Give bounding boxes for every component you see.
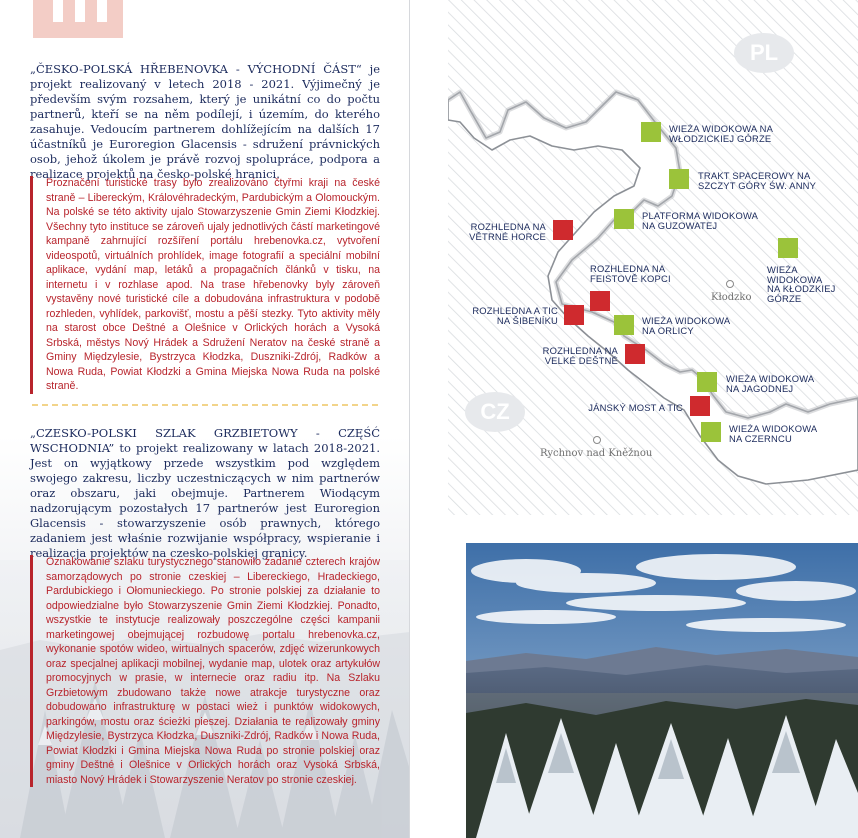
czech-details-text: Proznačení turistické trasy bylo zrealizováno čtyřmi kraji na české straně – Libereckým, Královéhradeckým, Pardubickým a Olomouckým. Na polské se této aktivity ujalo Stowarzyszenie Gmin Ziemi Kłodzkiej. Všechny tyto instituce se zároveň ujaly jednotlivých částí marketingové kampaně zahrnující rozšíření portálu hrebenovka.cz, vytvoření videospotů, virtuálních prohlídek, image fotografií a speciální mobilní aplikace, vydání map, letáků a propagačních článků v tisku, na internetu i v rozhlase apod. Na trase hřebenovky byly zároveň vystavěny nové turistické cíle a dobudována infrastruktura v podobě rozhleden, vyhlídek, parkovišť, mostu a pěší stezky. Tyto aktivity měly na starost obce Deštné a Olešnice v Orlických horách a Vysoká Srbská, městys Nový Hrádek a Sdružení Neratov na české straně a Gminy Międzylesie, Bystrzyca Kłodzka, Duszniki-Zdrój, Radków a Nowa Ruda, Powiat Kłodzki a Gmina Miejska Nowa Ruda na polské straně. <box>46 177 380 392</box>
city-label-rychnov: Rychnov nad Kněžnou <box>540 448 653 459</box>
label-line: NA ŠIBENÍKU <box>496 314 558 326</box>
site-marker-destne[interactable] <box>625 344 645 364</box>
site-label-vetrne <box>456 222 546 241</box>
label-line: NA CZERNCU <box>729 432 792 444</box>
label-line: ROZHLEDNA NA <box>590 263 666 274</box>
country-badge-pl: PL <box>734 33 794 73</box>
site-marker-anny[interactable] <box>669 169 689 189</box>
site-marker-guzowatej[interactable] <box>614 209 634 229</box>
mountain-landscape-photo <box>466 543 858 838</box>
header-stripe <box>97 0 107 22</box>
site-label-destne <box>518 346 618 365</box>
label-line: ROZHLEDNA NA <box>470 221 546 232</box>
label-line: WŁODZICKIEJ GÓRZE <box>669 132 772 144</box>
label-line: NA JAGODNEJ <box>726 382 794 394</box>
site-label-guzowatej <box>642 211 758 230</box>
site-label-jagodnej <box>726 374 814 393</box>
polish-details-box <box>30 555 380 787</box>
label-line: GÓRZE <box>767 292 802 304</box>
section-header-decoration <box>33 0 123 38</box>
label-line: NA ORLICY <box>642 324 694 336</box>
label-line: TRAKT SPACEROWY NA <box>698 170 811 181</box>
trail-map <box>448 0 858 515</box>
site-marker-orlicy[interactable] <box>614 315 634 335</box>
label-line: FEISTOVĚ KOPCI <box>590 272 671 284</box>
label-line: WIEŻA WIDOKOWA NA <box>669 123 774 134</box>
city-dot-rychnov <box>593 436 601 444</box>
label-line: WIEŻA WIDOKOWA <box>729 423 818 434</box>
polish-details-text: Oznakowanie szlaku turystycznego stanowiło zadanie czterech krajów samorządowych po stronie czeskiej – Libereckiego, Hradeckiego, Pardubickiego i Ołomunieckiego. Po stronie polskiej za działanie to odpowiedzialne było Stowarzyszenie Gmin Ziemi Kłodzkiej. Ponadto, wszystkie te instytucje realizowały poszczególne części kampanii marketingowej obejmującej rozbudowę portalu hrebenovka.cz, wykonanie spotów wideo, wirtualnych spacerów, zdjęć wizerunkowych oraz specjalnej aplikacji mobilnej, wydanie map, ulotek oraz artykułów promocyjnych w prasie, w internecie oraz radiu itp. Na Szlaku Grzbietowym zbudowano także nowe atrakcje turystyczne oraz dobudowano infrastrukturę w postaci wież i punktów widokowych, parkingów, mostu oraz ścieżki pieszej. Działania te realizowały gminy Międzylesie, Bystrzyca Kłodzka, Duszniki-Zdrój, Radków i Nowa Ruda, Powiat Kłodzki i Gmina Miejska Nowa Ruda po stronie polskiej oraz gminy Deštné i Olešnice v Orlických horách oraz Vysoká Srbská, miasto Nový Hrádek i Stowarzyszenie Neratov po stronie czeskiej. <box>46 556 380 786</box>
label-line: PLATFORMA WIDOKOWA <box>642 210 759 221</box>
site-label-feistove <box>590 264 671 283</box>
czech-details-box <box>30 176 380 394</box>
label-line: VĚTRNÉ HORCE <box>469 230 546 242</box>
site-marker-vetrne[interactable] <box>553 220 573 240</box>
polish-intro-paragraph: „CZESKO-POLSKI SZLAK GRZBIETOWY - CZĘŚĆ WSCHODNIA” to projekt realizowany w latach 2018-2021. Jest on wyjątkowy przede wszystkim pod względem swojego zakresu, liczby uczestniczących w nim partnerów oraz obszaru, jaki obejmuje. Partnerem Wiodącym nadzorującym pozostałych 17 partnerów jest Euroregion Glacensis - stowarzyszenie osób prawnych, którego zadaniem jest właśnie rozwijanie współpracy, wspieranie i realizacja projektów na czesko-polskiej granicy. <box>30 426 380 560</box>
label-line: VELKÉ DEŠTNÉ <box>544 354 618 366</box>
site-marker-czerncu[interactable] <box>701 422 721 442</box>
site-marker-sibeniku[interactable] <box>564 305 584 325</box>
label-line: SZCZYT GÓRY ŚW. ANNY <box>698 179 817 191</box>
site-marker-wlodzickie[interactable] <box>641 122 661 142</box>
label-line: ROZHLEDNA A TIC <box>472 305 558 316</box>
label-line: JÁNSKÝ MOST A TIC <box>588 402 683 413</box>
city-dot-klodzko <box>726 280 734 288</box>
label-line: NA GUZOWATEJ <box>642 219 718 231</box>
site-label-anny <box>698 171 816 190</box>
country-badge-cz: CZ <box>465 392 525 432</box>
site-marker-feistove[interactable] <box>590 291 610 311</box>
header-stripe <box>75 0 85 22</box>
site-label-wlodzickie <box>669 124 773 143</box>
site-marker-jagodnej[interactable] <box>697 372 717 392</box>
label-line: WIEŻA WIDOKOWA <box>642 315 731 326</box>
label-line: WIDOKOWA <box>767 273 823 285</box>
section-divider <box>32 404 378 406</box>
site-label-sibeniku <box>448 306 558 325</box>
site-marker-jansky[interactable] <box>690 396 710 416</box>
label-line: NA KŁODZKIEJ <box>767 283 836 294</box>
header-stripe <box>53 0 63 22</box>
site-label-orlicy <box>642 316 730 335</box>
label-line: WIEŻA <box>767 264 798 275</box>
label-line: ROZHLEDNA NA <box>542 345 618 356</box>
czech-intro-paragraph: „ČESKO-POLSKÁ HŘEBENOVKA - VÝCHODNÍ ČÁST“ je projekt realizovaný v letech 2018 - 2021. Výjimečný je především svým rozsahem, který je unikátní co do počtu partnerů, kteří se na něm podílejí, i územím, do kterého zasahuje. Vedoucím partnerem dohlížejícím na dalších 17 účastníků je Euroregion Glacensis - sdružení právnických osob, jehož úkolem je právě rozvoj spolupráce, podpora a realizace projektů na česko-polské hranici. <box>30 62 380 181</box>
site-marker-klodzkiej[interactable] <box>778 238 798 258</box>
site-label-czerncu <box>729 424 817 443</box>
column-divider <box>409 0 410 838</box>
label-line: WIEŻA WIDOKOWA <box>726 373 815 384</box>
site-label-jansky <box>568 403 683 413</box>
city-label-klodzko: Kłodzko <box>711 292 752 303</box>
site-label-klodzkiej <box>767 265 836 303</box>
